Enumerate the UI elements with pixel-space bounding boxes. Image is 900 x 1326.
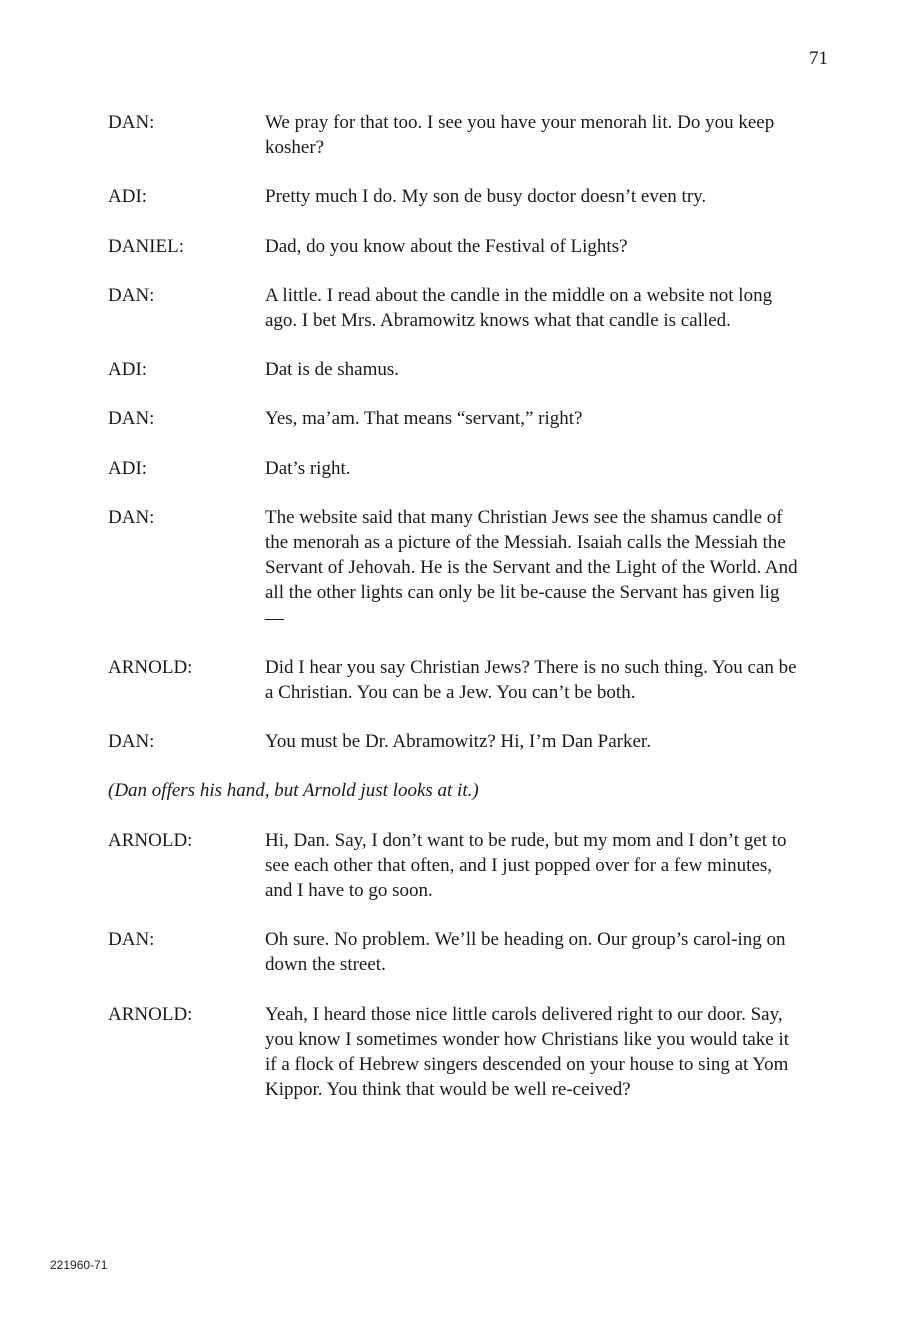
dialogue-text: Yeah, I heard those nice little carols delivered right to our door. Say, you know I sometimes wonder how Christians like you would take it if a flock of Hebrew singers descended on your house to sing at Yom Kippor. You think that would be well re-ceived? — [265, 1003, 790, 1101]
speaker-name: DANIEL: — [108, 235, 184, 257]
speaker-name: ARNOLD: — [108, 1003, 193, 1025]
speaker-name: ADI: — [108, 186, 148, 208]
dialogue-line — [108, 357, 798, 382]
dialogue-text: Pretty much I do. My son de busy doctor doesn’t even try. — [265, 186, 707, 208]
page-number: 71 — [809, 48, 828, 69]
dialogue-text: Dat is de shamus. — [265, 359, 400, 381]
speaker-name: ARNOLD: — [108, 656, 193, 678]
dialogue-line — [108, 828, 798, 904]
speaker-name: ADI: — [108, 359, 148, 381]
dialogue-text: Hi, Dan. Say, I don’t want to be rude, but my mom and I don’t get to see each other that often, and I just popped over for a few minutes, and I have to go soon. — [265, 829, 787, 902]
dialogue-line — [108, 184, 798, 209]
speaker-name: ARNOLD: — [108, 829, 193, 851]
speaker-name: DAN: — [108, 929, 155, 951]
speaker-name: DAN: — [108, 284, 155, 306]
dialogue-line — [108, 406, 798, 431]
footer-code: 221960-71 — [50, 1258, 108, 1272]
dialogue-line — [108, 655, 798, 705]
dialogue-line — [108, 456, 798, 481]
speaker-name: DAN: — [108, 731, 155, 753]
speaker-name: DAN: — [108, 408, 155, 430]
speaker-name: ADI: — [108, 457, 148, 479]
dialogue-line — [108, 927, 798, 977]
dialogue-line — [108, 110, 798, 160]
dialogue-line — [108, 505, 798, 631]
dialogue-line — [108, 729, 798, 754]
dialogue-text: You must be Dr. Abramowitz? Hi, I’m Dan Parker. — [265, 731, 651, 753]
dialogue-text: Oh sure. No problem. We’ll be heading on. Our group’s carol-ing on down the street. — [265, 929, 786, 976]
dialogue-text: The website said that many Christian Jews see the shamus candle of the menorah as a picture of the Messiah. Isaiah calls the Messiah the Servant of Jehovah. He is the Servant and the Light of the World. And all the other lights can only be lit be-cause the Servant has given lig— — [265, 506, 798, 629]
script-body — [108, 110, 798, 1126]
speaker-name: DAN: — [108, 112, 155, 133]
dialogue-line — [108, 234, 798, 259]
speaker-name: DAN: — [108, 506, 155, 528]
dialogue-text: Dat’s right. — [265, 457, 351, 479]
stage-direction: (Dan offers his hand, but Arnold just looks at it.) — [108, 780, 479, 802]
dialogue-text: Did I hear you say Christian Jews? There is no such thing. You can be a Christian. You can be a Jew. You can’t be both. — [265, 656, 797, 704]
dialogue-text: Yes, ma’am. That means “servant,” right? — [265, 408, 583, 430]
dialogue-text: Dad, do you know about the Festival of Lights? — [265, 235, 628, 257]
dialogue-line — [108, 283, 798, 333]
dialogue-text: We pray for that too. I see you have your menorah lit. Do you keep kosher? — [265, 112, 775, 159]
dialogue-line — [108, 1002, 798, 1103]
dialogue-text: A little. I read about the candle in the middle on a website not long ago. I bet Mrs. Abramowitz knows what that candle is called. — [265, 284, 773, 332]
